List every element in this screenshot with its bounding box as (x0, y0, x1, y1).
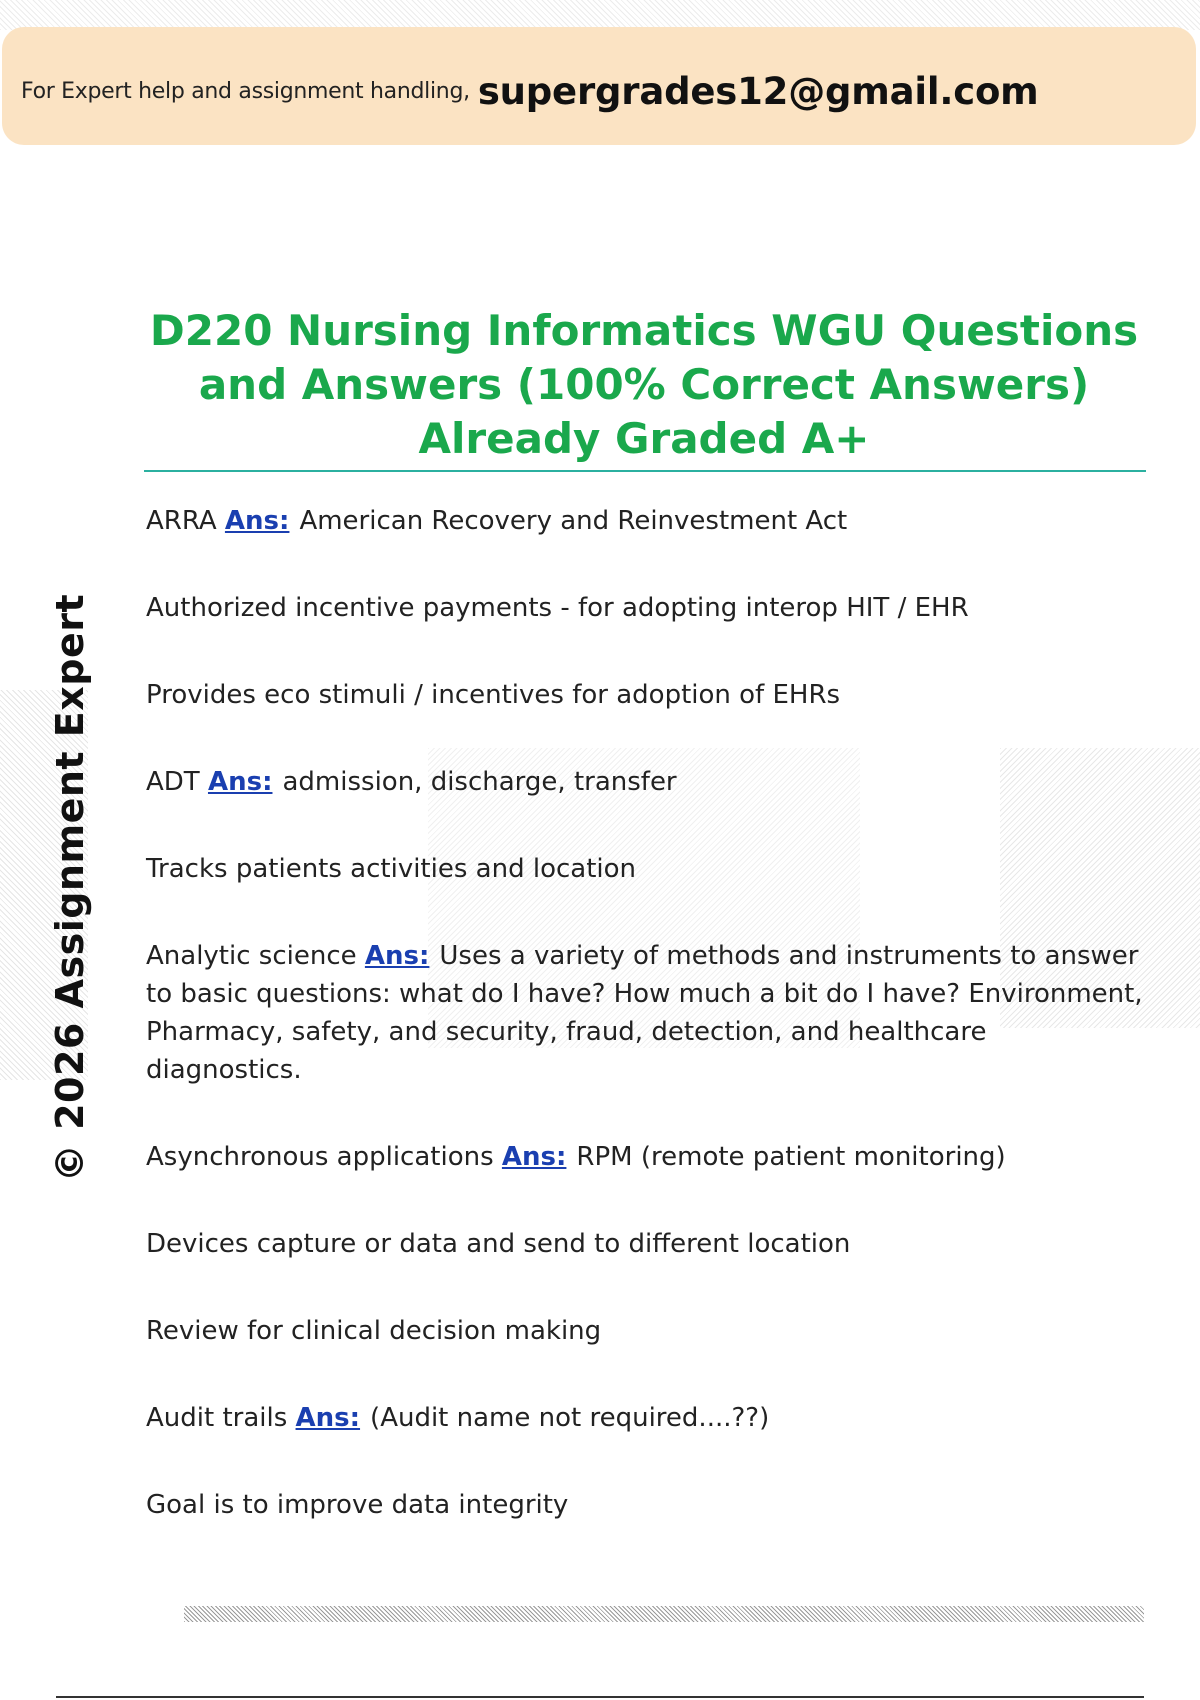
qa-entry: Tracks patients activities and location (146, 854, 637, 884)
entry-term: Audit trails (146, 1403, 288, 1433)
qa-entry: Review for clinical decision making (146, 1316, 602, 1346)
top-hatch-pattern (0, 0, 1200, 30)
qa-list (146, 502, 1146, 1573)
footer-rule (56, 1696, 1144, 1698)
title-underline (144, 470, 1146, 472)
entry-term: ARRA (146, 506, 217, 536)
entry-answer: American Recovery and Reinvestment Act (299, 506, 848, 536)
entry-answer: (Audit name not required....??) (370, 1403, 770, 1433)
contact-banner (2, 27, 1196, 145)
banner-text: For Expert help and assignment handling, (21, 78, 470, 104)
qa-entry: Authorized incentive payments - for adopting interop HIT / EHR (146, 593, 969, 623)
qa-entry (146, 1399, 1146, 1437)
entry-term: Asynchronous applications (146, 1142, 494, 1172)
ans-label: Ans: (364, 941, 430, 971)
ans-label: Ans: (207, 767, 273, 797)
vertical-watermark: © 2026 Assignment Expert (48, 593, 92, 1183)
entry-term: Analytic science (146, 941, 357, 971)
qa-entry: Provides eco stimuli / incentives for adoption of EHRs (146, 680, 841, 710)
qa-entry: Devices capture or data and send to different location (146, 1229, 851, 1259)
ans-label: Ans: (224, 506, 290, 536)
banner-email: supergrades12@gmail.com (477, 69, 1039, 113)
document-title: D220 Nursing Informatics WGU Questions and Answers (100% Correct Answers) Already Graded A+ (149, 306, 1139, 463)
entry-answer: admission, discharge, transfer (282, 767, 677, 797)
entry-answer: RPM (remote patient monitoring) (576, 1142, 1006, 1172)
qa-entry (146, 763, 1146, 801)
ans-label: Ans: (295, 1403, 361, 1433)
entry-term: ADT (146, 767, 200, 797)
qa-entry (146, 1138, 1146, 1176)
entry-answer: Uses a variety of methods and instruments to answer to basic questions: what do I have? How much a bit do I have? Environment, Pharmacy, safety, and security, fraud, detection, and healthcare diagnostics. (146, 941, 1143, 1085)
ans-label: Ans: (501, 1142, 567, 1172)
qa-entry: Goal is to improve data integrity (146, 1490, 569, 1520)
footer-hatch-pattern (184, 1606, 1144, 1622)
qa-entry (146, 937, 1146, 1089)
qa-entry (146, 502, 1146, 540)
